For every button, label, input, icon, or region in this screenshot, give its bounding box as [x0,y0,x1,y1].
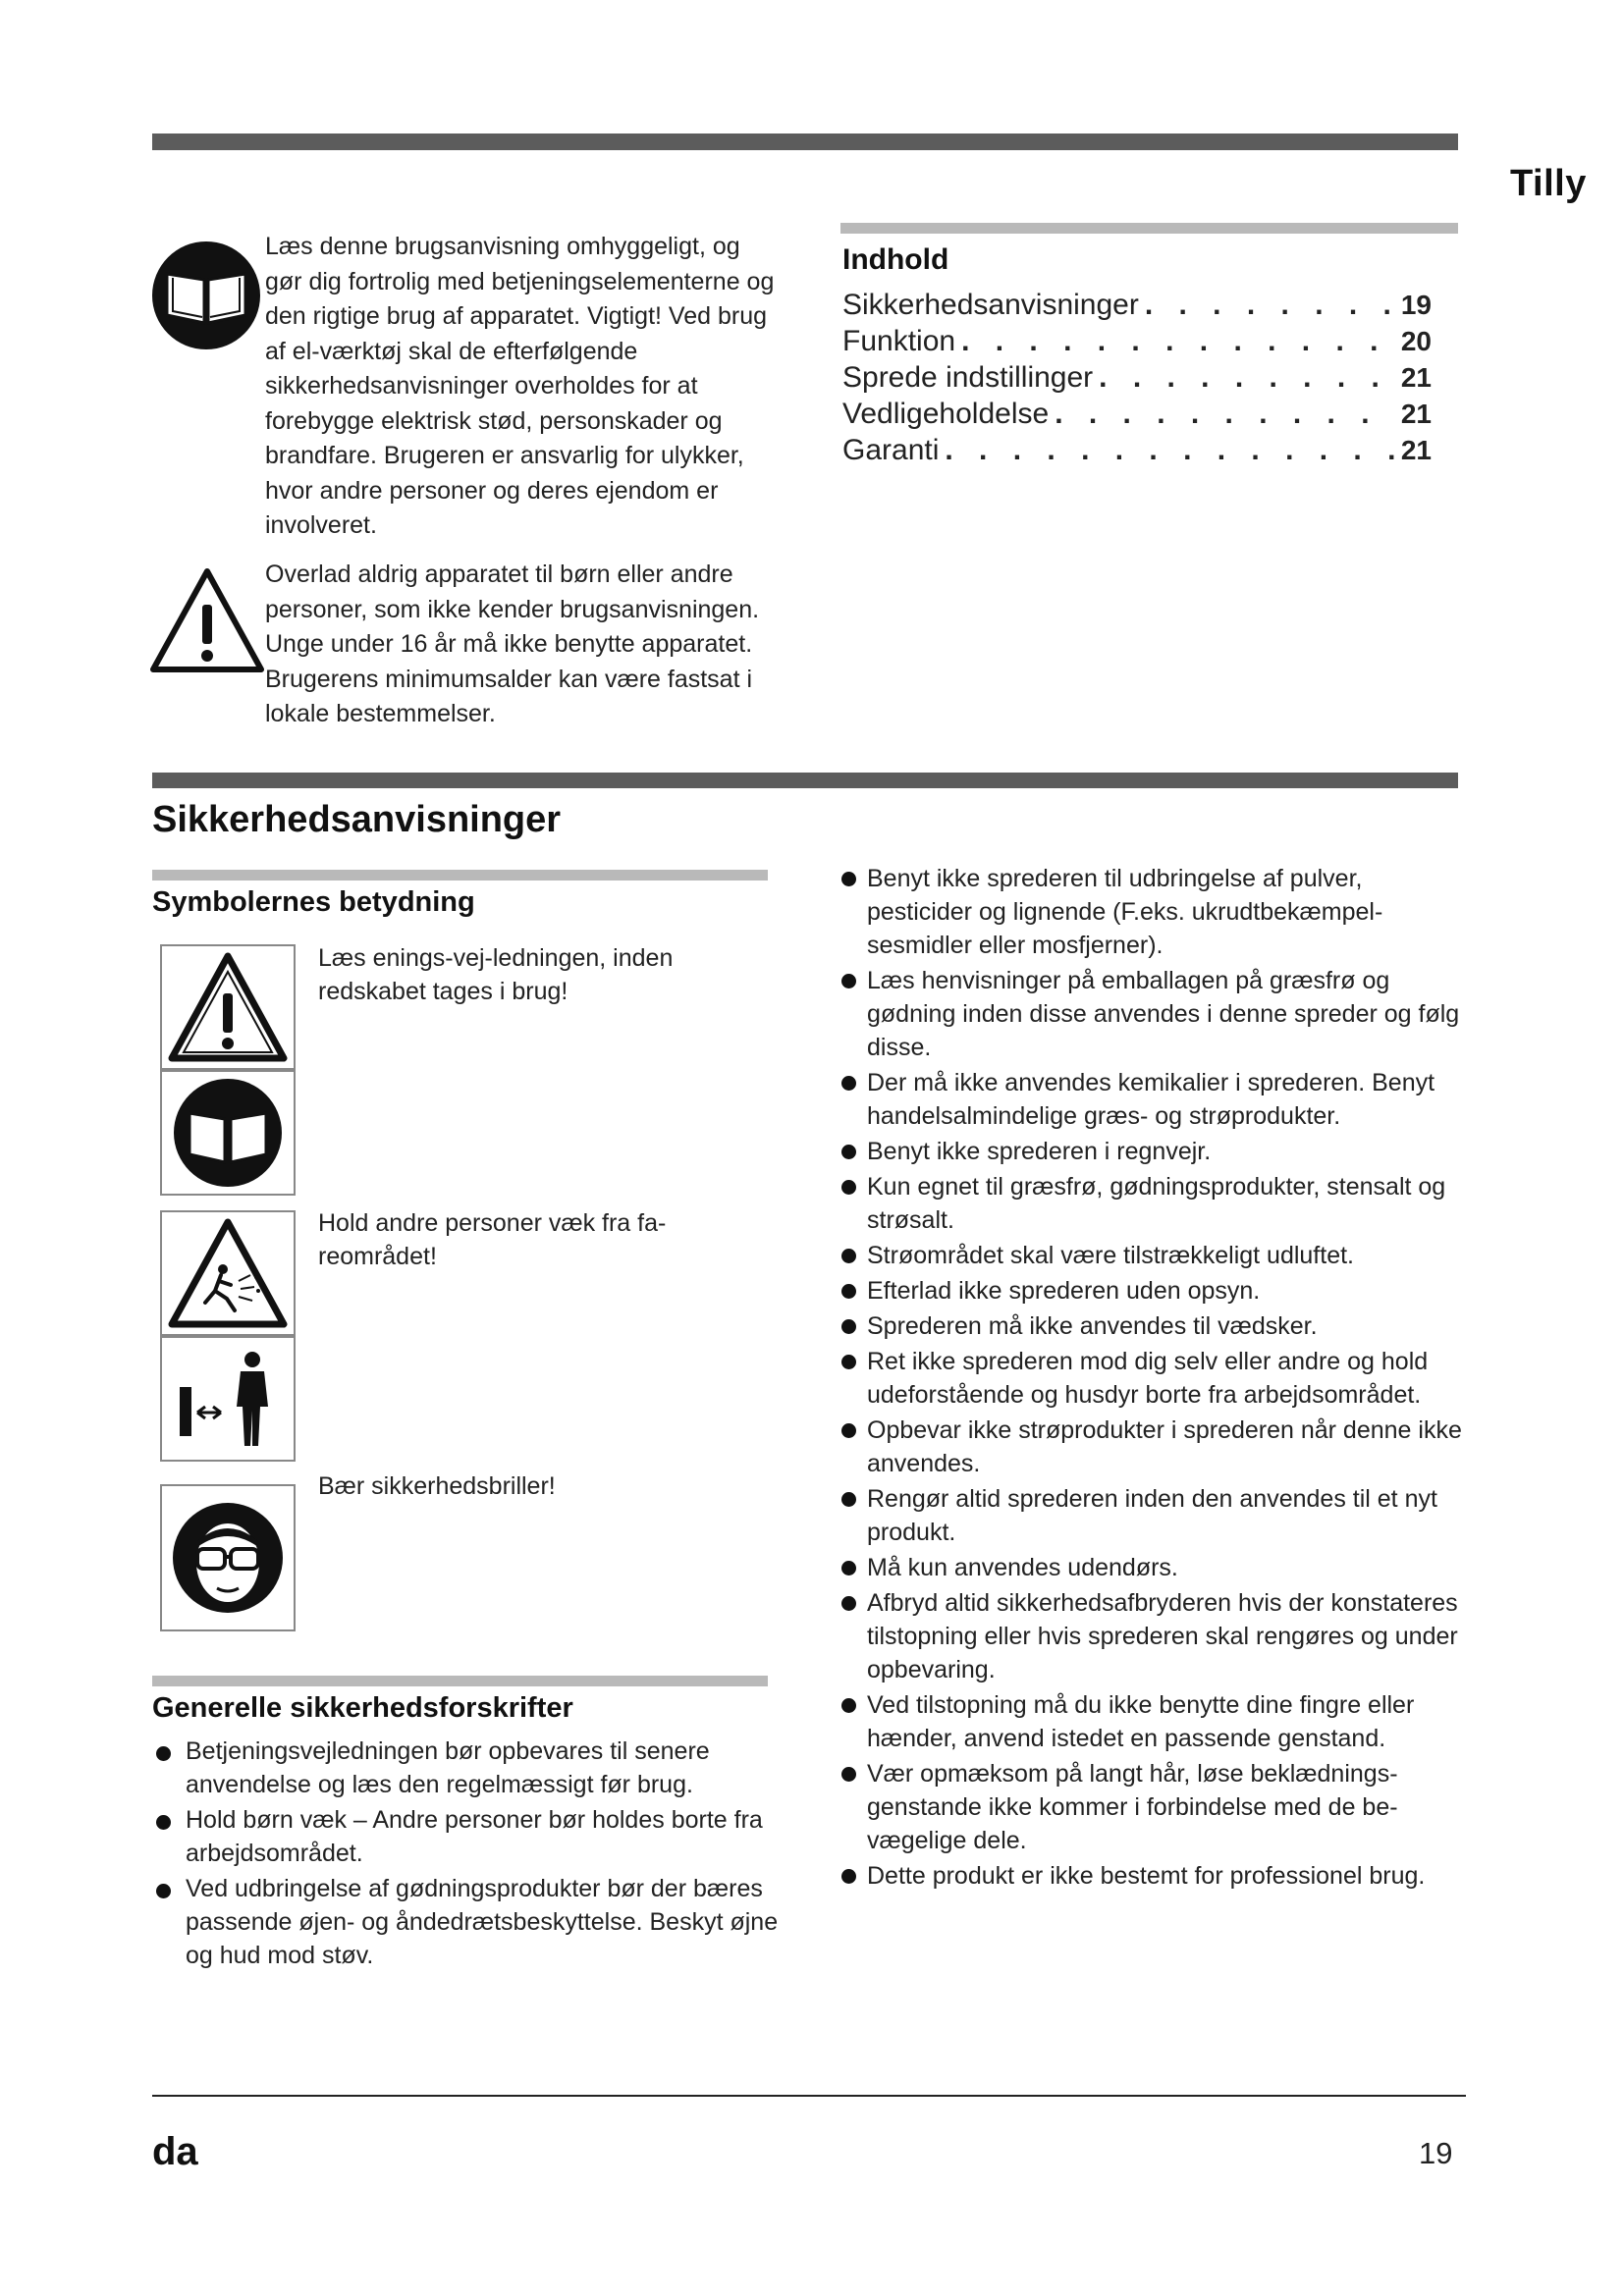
list-item: Må kun anvendes udendørs. [839,1551,1468,1584]
toc-leader [1049,398,1395,431]
safety-rules-list [839,862,1468,1895]
toc-entry[interactable] [842,434,1432,470]
symbol-warning-box [160,944,296,1070]
read-manual-icon [162,1072,294,1194]
toc-entry[interactable] [842,361,1432,398]
toc-entry[interactable] [842,289,1432,325]
list-item: Dette produkt er ikke bestemt for professionel brug. [839,1859,1468,1893]
list-item: Betjeningsvejledningen bør opbevares til senere anvendelse og læs den regelmæssigt før brug. [152,1735,781,1801]
toc-leader [1139,289,1395,322]
list-item: Ret ikke sprederen mod dig selv eller andre og hold udeforstående og husdyr borte fra arbejdsområdet. [839,1345,1468,1412]
toc-rule [840,223,1458,234]
toc-list [842,289,1432,470]
list-item: Der må ikke anvendes kemikalier i sprederen. Benyt handelsalmindelige græs- og strøprodukter. [839,1066,1468,1133]
toc-entry-label: Sprede indstillinger [842,361,1094,394]
toc-entry-page: 20 [1400,326,1432,356]
general-rule [152,1676,768,1686]
list-item: Sprederen må ikke anvendes til vædsker. [839,1309,1468,1343]
keep-distance-icon [162,1338,294,1460]
symbol-goggles-box [160,1484,296,1631]
header-rule [152,133,1458,150]
list-item: Vær opmæksom på langt hår, løse beklædningsgenstande ikke kommer i forbindelse med de bevægelige dele. [839,1757,1468,1857]
intro-read-manual-text: Læs denne brugsanvisning omhyggeligt, og gør dig fortrolig med betjeningselementerne og den rigtige brug af apparatet. Vigtigt! Ved brug af el-værktøj skal de efterfølgende sikkerhedsanvisninger overholdes for at forebygge elektrisk stød, personskader og brandfare. Brugeren er ansvarlig for ulykker, hvor andre personer og deres ejendom er involveret. [265,233,775,539]
section-rule [152,773,1458,788]
toc-leader [1093,361,1395,395]
list-item: Ved tilstopning må du ikke benytte dine fingre eller hænder, anvend istedet en passende genstand. [839,1688,1468,1755]
toc-title: Indhold [842,243,949,276]
list-item: Læs henvisninger på emballagen på græsfrø og gødning inden disse anvendes i denne spreder og følg disse. [839,964,1468,1064]
toc-entry-page: 21 [1400,362,1432,393]
list-item: Strøområdet skal være tilstrækkeligt udluftet. [839,1239,1468,1272]
warning-triangle-icon [149,567,265,673]
toc-leader [939,434,1394,467]
thrown-objects-icon [162,1212,294,1334]
symbols-title: Symbolernes betydning [152,886,475,918]
brand-label: Tilly [1510,163,1587,204]
symbol-text-read-manual: Læs enings-vej-ledningen, inden redskabet tages i brug! [318,944,674,1005]
toc-entry-page: 21 [1400,435,1432,465]
symbol-keep-distance-box [160,1336,296,1462]
warning-triangle-icon [162,946,294,1068]
symbol-text-goggles: Bær sikkerhedsbriller! [318,1472,556,1500]
list-item: Benyt ikke sprederen i regnvejr. [839,1135,1468,1168]
list-item: Ved udbringelse af gødningsprodukter bør der bæres passende øjen- og åndedrætsbeskyttelse. Beskyt øjne og hud mod støv. [152,1872,781,1972]
symbol-text-keep-away: Hold andre personer væk fra fareområdet! [318,1209,667,1270]
list-item: Benyt ikke sprederen til udbringelse af pulver, pesticider og lignende (F.eks. ukrudtbekæmpelsesmidler eller mosfjerner). [839,862,1468,962]
toc-entry-label: Funktion [842,325,956,357]
toc-leader [955,325,1395,358]
safety-goggles-icon [162,1486,294,1629]
footer-rule [152,2095,1466,2097]
toc-entry[interactable] [842,398,1432,434]
footer-language: da [152,2130,198,2173]
toc-entry-page: 19 [1400,290,1432,320]
intro-warning-text: Overlad aldrig apparatet til børn eller andre personer, som ikke kender brugsanvisningen. Unge under 16 år må ikke benytte apparatet. Brugerens minimumsalder kan være fastsat i lokale bestemmelser. [265,561,760,727]
section-title: Sikkerhedsanvisninger [152,799,562,840]
list-item: Hold børn væk – Andre personer bør holdes borte fra arbejdsområdet. [152,1803,781,1870]
symbol-book-box [160,1070,296,1196]
read-manual-icon [151,240,261,350]
toc-entry-label: Vedligeholdelse [842,398,1050,430]
toc-entry-label: Sikkerhedsanvisninger [842,289,1139,321]
symbol-thrown-objects-box [160,1210,296,1336]
list-item: Efterlad ikke sprederen uden opsyn. [839,1274,1468,1308]
toc-entry-label: Garanti [842,434,940,466]
list-item: Opbevar ikke strøprodukter i sprederen når denne ikke anvendes. [839,1414,1468,1480]
general-rules-list [152,1735,781,1974]
toc-entry[interactable] [842,325,1432,361]
symbols-rule [152,870,768,881]
toc-entry-page: 21 [1400,399,1432,429]
page-number: 19 [1419,2136,1453,2170]
list-item: Afbryd altid sikkerhedsafbryderen hvis der konstateres tilstopning eller hvis sprederen skal rengøres og under opbevaring. [839,1586,1468,1686]
list-item: Kun egnet til græsfrø, gødningsprodukter, stensalt og strøsalt. [839,1170,1468,1237]
general-title: Generelle sikkerhedsforskrifter [152,1692,573,1724]
list-item: Rengør altid sprederen inden den anvendes til et nyt produkt. [839,1482,1468,1549]
